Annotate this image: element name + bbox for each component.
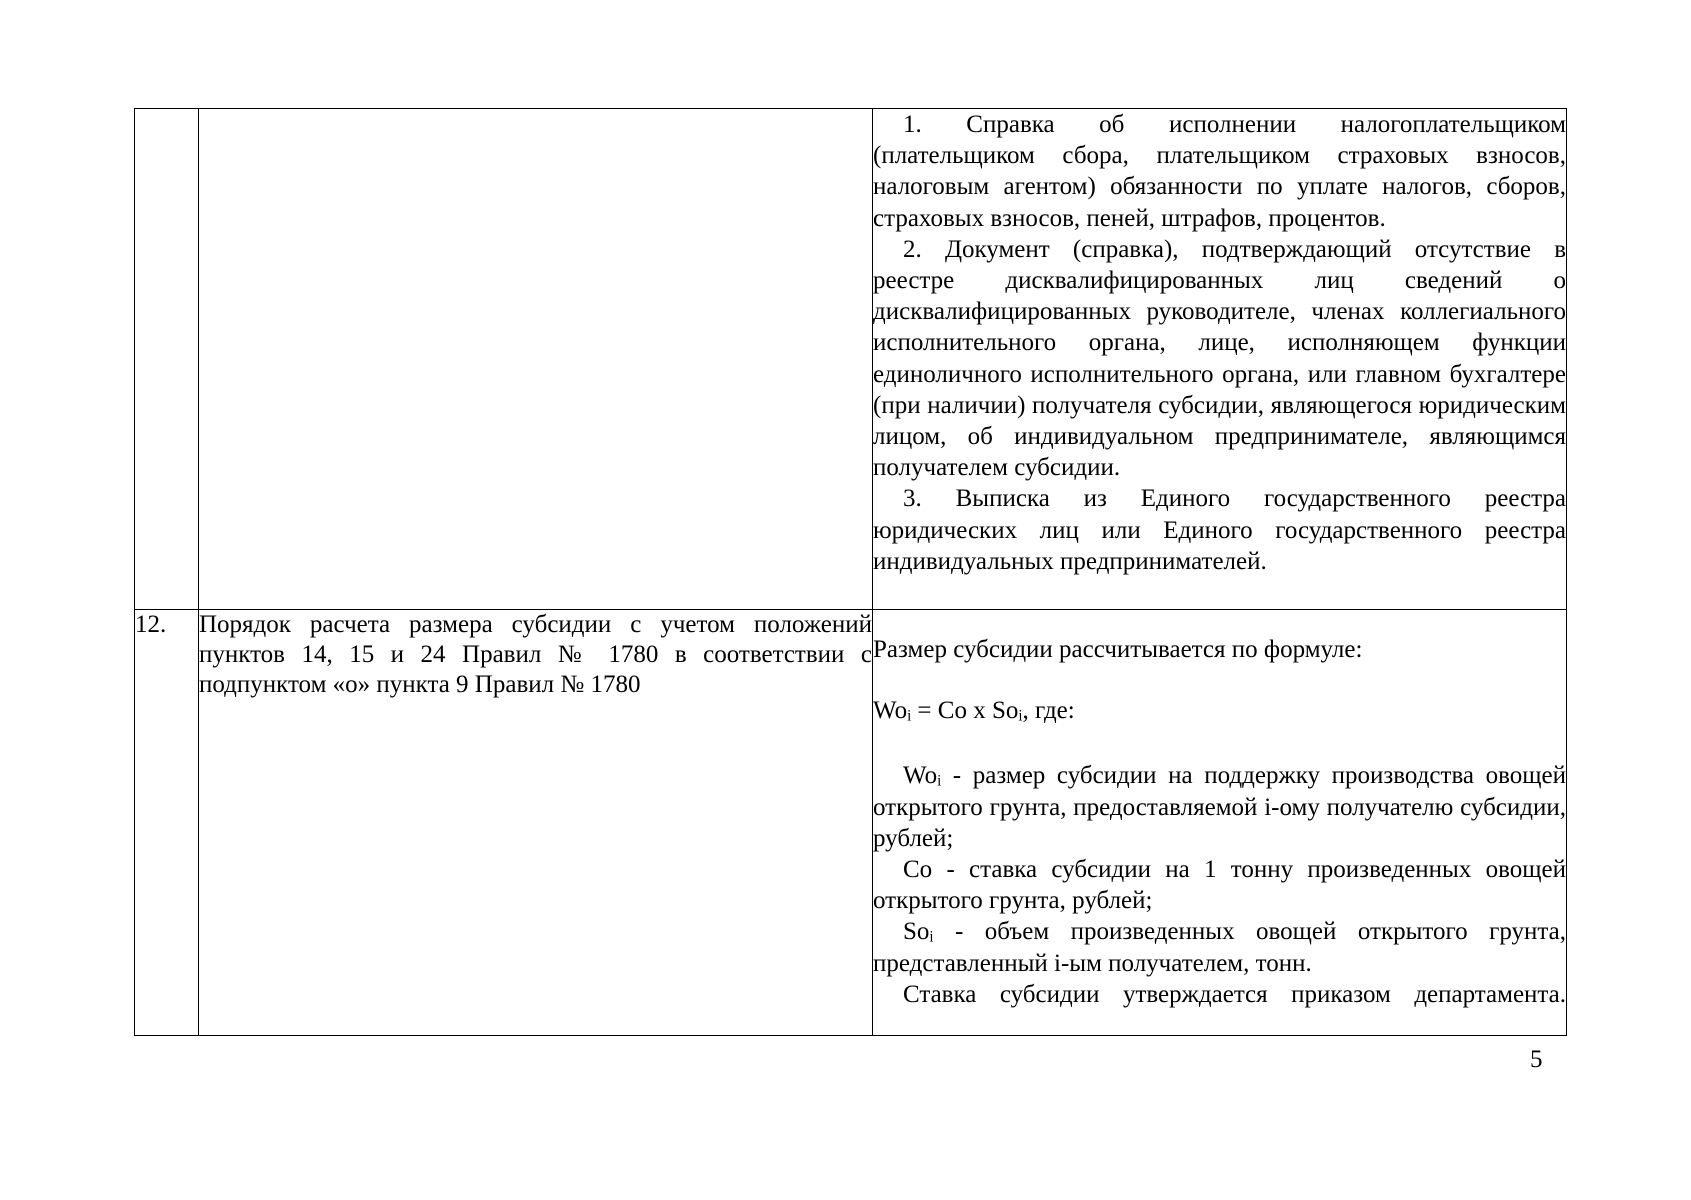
document-item-1: 1. Справка об исполнении налогоплательщиком (плательщиком сбора, плательщиком страховых взносов, налоговым агентом) обязанности по уплате налогов, сборов, страховых взносов, пеней, штрафов, процентов. (873, 111, 1566, 232)
table-row (135, 610, 1567, 1036)
row-name-cell (199, 109, 873, 610)
row-value-cell (873, 109, 1567, 610)
definition-rate: Ставка субсидии утверждается приказом департамента. (903, 980, 1566, 1008)
row-value-cell (873, 610, 1567, 1036)
definition-soi: Soᵢ - объем произведенных овощей открытого грунта, представленный i-ым получателем, тонн. (873, 918, 1566, 977)
definition-woi: Woᵢ - размер субсидии на поддержку производства овощей открытого грунта, предоставляемой i-ому получателю субсидии, рублей; (873, 762, 1566, 852)
row-name-cell: Порядок расчета размера субсидии с учетом положений пунктов 14, 15 и 24 Правил № 1780 в соответствии с подпунктом «о» пункта 9 Правил № 1780 (199, 610, 873, 1036)
document-item-3: 3. Выписка из Единого государственного реестра юридических лиц или Единого государственного реестра индивидуальных предпринимателей. (873, 485, 1566, 575)
page-number: 5 (1530, 1046, 1543, 1073)
formula: Woᵢ = Co x Soᵢ, где: (873, 697, 1075, 725)
document-table (134, 108, 1567, 1036)
row-number-cell (135, 109, 199, 610)
definition-co: Co - ставка субсидии на 1 тонну произведенных овощей открытого грунта, рублей; (873, 856, 1566, 915)
table-row (135, 109, 1567, 610)
row-number-cell: 12. (135, 610, 199, 1036)
formula-intro: Размер субсидии рассчитывается по формуле: (873, 636, 1363, 663)
document-item-2: 2. Документ (справка), подтверждающий отсутствие в реестре дисквалифицированных лиц сведений о дисквалифицированных руководителе, членах коллегиального исполнительного органа, лице, исполняющем функции единоличного исполнительного органа, или главном бухгалтере (при наличии) получателя субсидии, являющегося юридическим лицом, об индивидуальном предпринимателе, являющимся получателем субсидии. (873, 235, 1566, 482)
